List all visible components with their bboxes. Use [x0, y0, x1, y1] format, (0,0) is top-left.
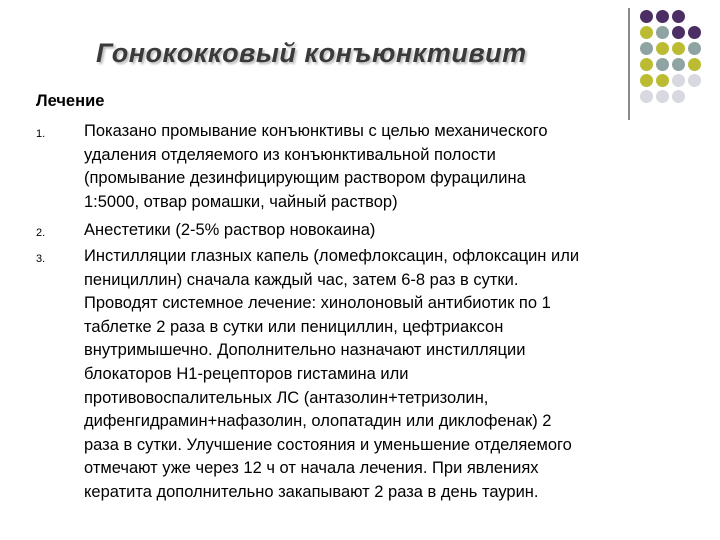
decorative-dot	[640, 74, 653, 87]
list-item-number: 2.	[36, 227, 46, 239]
decorative-dot	[640, 42, 653, 55]
list-item-line: таблетке 2 раза в сутки или пенициллин, цефтриаксон	[84, 317, 504, 336]
decorative-dot	[656, 26, 669, 39]
list-item-line: Проводят системное лечение: хинолоновый антибиотик по 1	[84, 294, 551, 313]
list-item-line: блокаторов Н1-рецепторов гистамина или	[84, 364, 409, 383]
list-item-line: удаления отделяемого из конъюнктивальной полости	[84, 145, 496, 164]
list-item-line: противовоспалительных ЛС (антазолин+тетризолин,	[84, 388, 489, 407]
decorative-dot	[688, 58, 701, 71]
decorative-dot	[672, 10, 685, 23]
list-item-line: отмечают уже через 12 ч от начала лечения. При явлениях	[84, 459, 539, 478]
list-item-line: (промывание дезинфицирующим раствором фурацилина	[84, 169, 526, 188]
list-item-line: дифенгидрамин+нафазолин, олопатадин или диклофенак) 2	[84, 412, 552, 431]
list-item-3	[36, 245, 696, 505]
decorative-dot	[640, 26, 653, 39]
decorative-dot	[688, 42, 701, 55]
decorative-dot	[656, 90, 669, 103]
decorative-dot	[640, 10, 653, 23]
decorative-dot	[640, 58, 653, 71]
decorative-dot	[656, 74, 669, 87]
decorative-dot	[672, 58, 685, 71]
decorative-dot	[656, 58, 669, 71]
list-item-number: 1.	[36, 128, 46, 140]
decorative-dot	[688, 26, 701, 39]
decorative-dot	[672, 74, 685, 87]
decorative-dot	[672, 90, 685, 103]
list-item-1	[36, 120, 696, 214]
decorative-dot	[656, 10, 669, 23]
slide-title: Гонококковый конъюнктивит	[96, 38, 527, 68]
decorative-dot	[672, 26, 685, 39]
list-item-2	[36, 219, 696, 243]
list-item-line: Анестетики (2-5% раствор новокаина)	[84, 221, 376, 239]
list-item-number: 3.	[36, 253, 46, 265]
list-item-line: Инстилляции глазных капель (ломефлоксацин, офлоксацин или	[84, 247, 580, 265]
section-heading: Лечение	[36, 92, 105, 110]
list-item-line: Показано промывание конъюнктивы с целью механического	[84, 122, 548, 140]
list-item-line: пенициллин) сначала каждый час, затем 6-8 раз в сутки.	[84, 270, 519, 289]
list-item-line: внутримышечно. Дополнительно назначают инстилляции	[84, 341, 526, 360]
decorative-dot	[688, 74, 701, 87]
list-item-line: раза в сутки. Улучшение состояния и уменьшение отделяемого	[84, 435, 572, 454]
list-item-line: 1:5000, отвар ромашки, чайный раствор)	[84, 192, 398, 211]
list-item-line: кератита дополнительно закапывают 2 раза в день таурин.	[84, 482, 539, 501]
decorative-dot	[640, 90, 653, 103]
decorative-dot	[656, 42, 669, 55]
decorative-divider-line	[628, 8, 630, 120]
decorative-dot	[672, 42, 685, 55]
